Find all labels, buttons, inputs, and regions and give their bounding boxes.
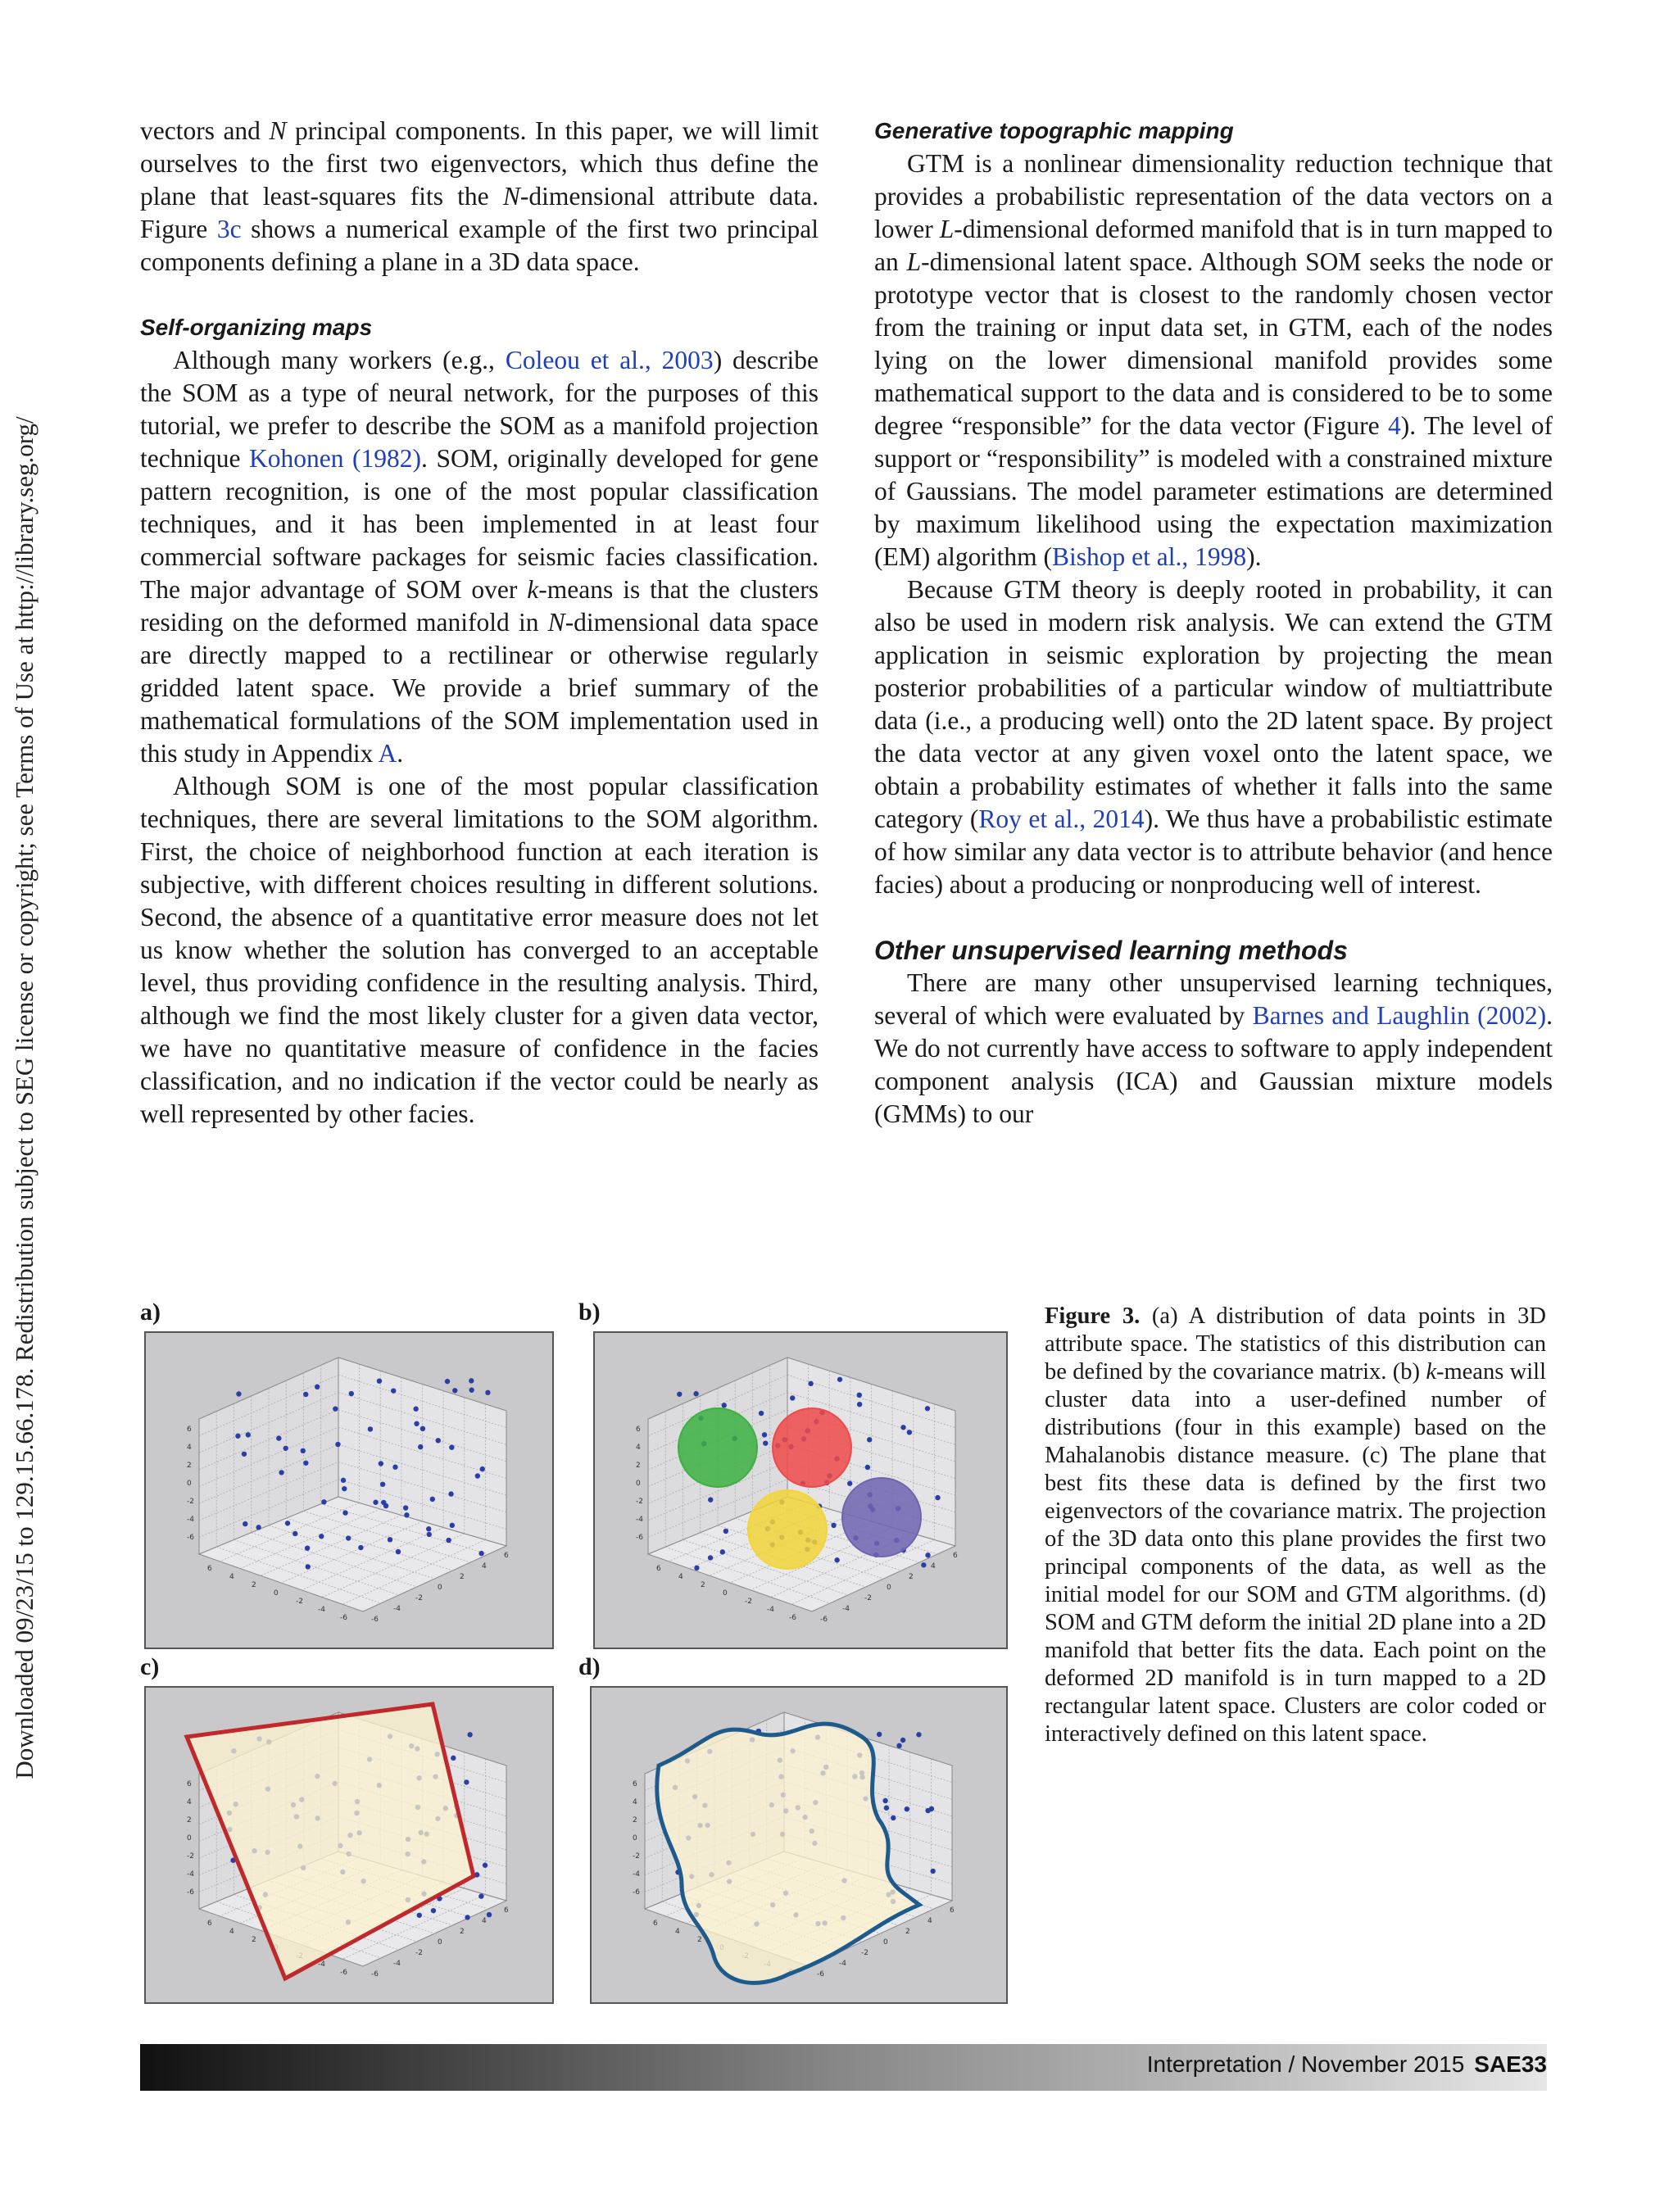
data-point xyxy=(279,1470,283,1475)
data-point xyxy=(708,1555,713,1560)
tick-label-vertical: 6 xyxy=(633,1780,637,1788)
tick-label-vertical: -4 xyxy=(187,1870,194,1879)
data-point xyxy=(346,1535,351,1540)
best-fit-plane xyxy=(187,1704,474,1979)
data-point xyxy=(469,1378,474,1383)
data-point xyxy=(430,1497,435,1502)
data-point xyxy=(335,1442,340,1447)
tick-label-x: 0 xyxy=(274,1589,279,1598)
data-point xyxy=(877,1732,882,1737)
tick-label-x: -4 xyxy=(767,1606,774,1614)
panel-label-d: d) xyxy=(578,1653,601,1680)
tick-label-y: -4 xyxy=(393,1605,401,1613)
data-point xyxy=(303,1461,308,1466)
tick-label-vertical: -2 xyxy=(636,1498,643,1506)
data-point xyxy=(305,1545,310,1550)
cluster-purple xyxy=(842,1478,921,1557)
page-number: SAE33 xyxy=(1474,2051,1547,2077)
roy-citation-link[interactable]: Roy et al., 2014 xyxy=(978,805,1145,833)
data-point xyxy=(301,1448,306,1453)
data-point xyxy=(763,1440,768,1445)
tick-label-vertical: 0 xyxy=(633,1834,637,1843)
data-point xyxy=(448,1491,453,1496)
coleou-citation-link[interactable]: Coleou et al., 2003 xyxy=(505,346,714,374)
data-point xyxy=(480,1466,485,1471)
data-point xyxy=(720,1549,725,1554)
data-point xyxy=(404,1512,409,1517)
tick-label-y: 0 xyxy=(438,1584,442,1592)
data-point xyxy=(341,1478,346,1483)
data-point xyxy=(451,1756,456,1761)
data-point xyxy=(379,1461,383,1466)
paragraph-pca-continued: vectors and N principal components. In this paper, we will limit ourselves to the first two eigenvectors, which thus define the plane that least-squares fits the N-dimensional attribute data. Figure 3c shows a numerical example of the first two principal components defining a plane in a 3D data space. xyxy=(140,116,819,276)
data-point xyxy=(283,1446,288,1451)
data-point xyxy=(414,1421,419,1426)
tick-label-vertical: 6 xyxy=(636,1426,641,1434)
tick-label-vertical: -4 xyxy=(187,1516,194,1524)
tick-label-x: -2 xyxy=(745,1598,752,1606)
tick-label-vertical: 4 xyxy=(633,1798,637,1806)
tick-label-y: 0 xyxy=(438,1938,442,1947)
paragraph-som-limitations: Although SOM is one of the most popular classification techniques, there are several limitations to the SOM algorithm. First, the choice of neighborhood function at each iteration is subjective, with different choices resulting in different solutions. Second, the absence of a quantitative error measure does not let us know whether the solution has converged to an acceptable level, thus providing confidence in the resulting analysis. Third, although we find the most likely cluster for a given data vector, we have no quantitative measure of confidence in the facies classification, and no indication if the vector could be nearly as well represented by other facies. xyxy=(140,772,819,1128)
data-point xyxy=(276,1435,281,1440)
data-point xyxy=(677,1392,682,1397)
data-point xyxy=(243,1521,247,1526)
data-point xyxy=(694,1566,699,1571)
panel-label-a: a) xyxy=(140,1299,161,1326)
tick-label-y: -4 xyxy=(839,1960,846,1968)
tick-label-x: 4 xyxy=(678,1573,683,1581)
tick-label-y: 6 xyxy=(953,1552,958,1560)
other-methods-heading: Other unsupervised learning methods xyxy=(874,936,1348,965)
paragraph-gtm-intro: GTM is a nonlinear dimensionality reduction technique that provides a probabilistic representation of the data vectors on a lower L-dimensional deformed manifold that is in turn mapped to an L-dimensional latent space. Although SOM seeks the node or prototype vector that is closest to the randomly chosen vector from the training or input data set, in GTM, each of the nodes lying on the lower dimensional manifold provides some mathematical support to the data and is considered to be to some degree “responsible” for the data vector (Figure 4). The level of support or “responsibility” is modeled with a constrained mixture of Gaussians. The model parameter estimations are determined by maximum likelihood using the expectation maximization (EM) algorithm (Bishop et al., 1998). xyxy=(874,149,1553,571)
data-point xyxy=(450,1523,455,1528)
tick-label-x: -6 xyxy=(340,1969,347,1977)
data-point xyxy=(467,1732,472,1737)
tick-label-vertical: 6 xyxy=(187,1426,192,1434)
tick-label-vertical: -6 xyxy=(636,1534,643,1542)
data-point xyxy=(242,1452,247,1457)
data-point xyxy=(436,1438,441,1443)
data-point xyxy=(485,1390,490,1395)
left-column xyxy=(140,115,819,1131)
data-point xyxy=(413,1407,418,1412)
data-point xyxy=(762,1432,767,1437)
data-point xyxy=(293,1531,297,1536)
tick-label-vertical: 4 xyxy=(636,1444,641,1452)
data-point xyxy=(867,1437,872,1442)
tick-label-y: 2 xyxy=(909,1573,914,1581)
tick-label-x: -2 xyxy=(296,1598,303,1606)
data-point xyxy=(723,1529,728,1534)
tick-label-y: -6 xyxy=(820,1616,828,1624)
data-point xyxy=(925,1406,930,1411)
tick-label-x: 2 xyxy=(252,1581,256,1589)
tick-label-x: -6 xyxy=(789,1614,796,1622)
figure-4-link[interactable]: 4 xyxy=(1387,411,1401,440)
data-point xyxy=(847,1481,852,1486)
data-point xyxy=(834,1557,839,1562)
data-point xyxy=(857,1393,862,1398)
data-point xyxy=(808,1381,813,1386)
data-point xyxy=(907,1430,912,1435)
data-point xyxy=(882,1798,887,1803)
tick-label-vertical: -4 xyxy=(636,1516,643,1524)
data-point xyxy=(358,1545,363,1550)
tick-label-vertical: -6 xyxy=(187,1888,194,1897)
tick-label-vertical: 0 xyxy=(187,1834,192,1843)
tick-label-vertical: 2 xyxy=(636,1462,641,1470)
data-point xyxy=(446,1538,451,1543)
data-point xyxy=(380,1482,385,1487)
tick-label-y: -2 xyxy=(864,1594,872,1602)
data-point xyxy=(921,1562,926,1567)
data-point xyxy=(449,1444,454,1449)
data-point xyxy=(935,1495,940,1500)
data-point xyxy=(465,1915,469,1920)
data-point xyxy=(431,1908,436,1913)
data-point xyxy=(388,1537,392,1542)
tick-label-vertical: 2 xyxy=(633,1816,637,1824)
data-point xyxy=(916,1732,921,1737)
data-point xyxy=(319,1534,324,1539)
data-point xyxy=(930,1869,935,1874)
panel-a-scatter xyxy=(144,1331,554,1649)
data-point xyxy=(857,1402,862,1407)
panel-b-kmeans xyxy=(593,1331,1008,1649)
footer xyxy=(1147,2051,1547,2078)
tick-label-vertical: 2 xyxy=(187,1462,192,1470)
scatter-plot-d xyxy=(592,1688,1006,2002)
tick-label-vertical: -6 xyxy=(187,1534,194,1542)
tick-label-y: 4 xyxy=(927,1917,932,1925)
data-point xyxy=(383,1503,388,1508)
tick-label-vertical: 2 xyxy=(187,1816,192,1824)
bishop-citation-link[interactable]: Bishop et al., 1998 xyxy=(1051,542,1247,571)
data-point xyxy=(373,1500,378,1505)
data-point xyxy=(427,1532,432,1537)
data-point xyxy=(396,1549,401,1554)
data-point xyxy=(403,1505,408,1510)
data-point xyxy=(831,1523,836,1528)
tick-label-x: 4 xyxy=(229,1573,234,1581)
data-point xyxy=(891,1815,896,1820)
paragraph-som-intro: Although many workers (e.g., Coleou et al., 2003) describe the SOM as a type of neural network, for the purposes of this tutorial, we prefer to describe the SOM as a manifold projection technique Kohonen (1982). SOM, originally developed for gene pattern recognition, is one of the most popular classification techniques, and it has been implemented in at least four commercial software packages for seismic facies classification. The major advantage of SOM over k-means is that the clusters residing on the deformed manifold in N-dimensional data space are directly mapped to a rectilinear or otherwise regularly gridded latent space. We provide a brief summary of the mathematical formulations of the SOM implementation used in this study in Appendix A. xyxy=(140,346,819,768)
data-point xyxy=(333,1406,338,1411)
data-point xyxy=(349,1391,354,1396)
barnes-citation-link[interactable]: Barnes and Laughlin (2002) xyxy=(1252,1001,1547,1030)
data-point xyxy=(420,1426,425,1431)
data-point xyxy=(377,1378,382,1383)
data-point xyxy=(285,1521,290,1525)
tick-label-x: 2 xyxy=(697,1936,702,1944)
tick-label-y: -2 xyxy=(415,1594,423,1602)
download-notice-text: Downloaded 09/23/15 to 129.15.66.178. Redistribution subject to SEG license or copyright; see Terms of Use at http://library.seg.org/ xyxy=(10,416,39,1779)
data-point xyxy=(315,1385,320,1389)
tick-label-y: 4 xyxy=(482,1917,487,1925)
tick-label-x: 4 xyxy=(675,1928,680,1936)
data-point xyxy=(693,1391,698,1396)
tick-label-vertical: 0 xyxy=(187,1480,192,1488)
data-point xyxy=(900,1738,905,1743)
gtm-heading: Generative topographic mapping xyxy=(874,118,1234,143)
tick-label-y: -4 xyxy=(842,1605,850,1613)
data-point xyxy=(342,1486,347,1491)
data-point xyxy=(483,1863,488,1868)
panel-c-plane xyxy=(144,1686,554,2004)
kohonen-citation-link[interactable]: Kohonen (1982) xyxy=(249,444,422,473)
data-point xyxy=(896,1743,901,1748)
panel-d-manifold xyxy=(590,1686,1008,2004)
tick-label-vertical: 6 xyxy=(187,1780,192,1788)
data-point xyxy=(246,1432,251,1437)
data-point xyxy=(708,1497,713,1502)
data-point xyxy=(478,1893,483,1898)
tick-label-x: -4 xyxy=(318,1960,325,1969)
tick-label-y: 6 xyxy=(950,1906,955,1915)
tick-label-y: 0 xyxy=(883,1938,888,1947)
tick-label-x: -6 xyxy=(340,1614,347,1622)
scatter-plot-b xyxy=(595,1333,1006,1648)
paragraph-other-methods: There are many other unsupervised learning techniques, several of which were evaluated by Barnes and Laughlin (2002). We do not currently have access to software to apply independent component analysis (ICA) and Gaussian mixture models (GMMs) to our xyxy=(874,968,1553,1128)
tick-label-y: 2 xyxy=(905,1928,910,1936)
tick-label-vertical: 4 xyxy=(187,1444,192,1452)
data-point xyxy=(342,1510,347,1515)
cluster-red xyxy=(773,1408,851,1487)
data-point xyxy=(392,1465,397,1470)
tick-label-y: 2 xyxy=(460,1928,465,1936)
tick-label-x: 2 xyxy=(701,1581,705,1589)
data-point xyxy=(925,1552,930,1557)
data-point xyxy=(865,1465,870,1470)
journal-name: Interpretation / November 2015 xyxy=(1146,2051,1465,2077)
tick-label-x: 4 xyxy=(229,1928,234,1936)
data-point xyxy=(884,1806,889,1811)
tick-label-vertical: 0 xyxy=(636,1480,641,1488)
tick-label-y: 6 xyxy=(504,1906,509,1915)
tick-label-y: -2 xyxy=(861,1949,868,1957)
tick-label-x: 6 xyxy=(207,1920,212,1928)
data-point xyxy=(417,1913,422,1918)
data-point xyxy=(475,1473,480,1478)
data-point xyxy=(790,1395,795,1400)
tick-label-y: 6 xyxy=(504,1552,509,1560)
scatter-plot-a xyxy=(146,1333,552,1648)
data-point xyxy=(418,1444,423,1449)
data-point xyxy=(426,1526,431,1531)
tick-label-vertical: -4 xyxy=(633,1870,640,1879)
data-point xyxy=(837,1377,842,1382)
tick-label-y: -6 xyxy=(371,1970,379,1979)
appendix-a-link[interactable]: A xyxy=(378,739,397,768)
data-point xyxy=(759,1411,764,1416)
data-point xyxy=(321,1499,326,1504)
data-point xyxy=(235,1434,240,1439)
panel-label-b: b) xyxy=(578,1299,601,1326)
tick-label-vertical: -2 xyxy=(187,1852,194,1861)
caption-label: Figure 3. xyxy=(1045,1303,1141,1329)
tick-label-y: 0 xyxy=(887,1584,891,1592)
data-point xyxy=(445,1379,450,1384)
tick-label-vertical: -6 xyxy=(633,1888,640,1897)
tick-label-x: 6 xyxy=(207,1565,212,1573)
data-point xyxy=(722,1403,727,1407)
panel-label-c: c) xyxy=(140,1653,160,1680)
tick-label-y: 4 xyxy=(931,1562,936,1571)
data-point xyxy=(256,1525,261,1530)
data-point xyxy=(368,1426,373,1431)
tick-label-y: 4 xyxy=(482,1562,487,1571)
tick-label-y: -6 xyxy=(817,1970,824,1979)
data-point xyxy=(303,1392,308,1397)
tick-label-x: 6 xyxy=(653,1920,658,1928)
tick-label-x: 6 xyxy=(656,1565,661,1573)
tick-label-x: 0 xyxy=(723,1589,728,1598)
data-point xyxy=(236,1391,241,1396)
data-point xyxy=(469,1388,474,1393)
figure-3c-link[interactable]: 3c xyxy=(216,215,242,243)
data-point xyxy=(306,1564,311,1569)
data-point xyxy=(900,1425,905,1430)
data-point xyxy=(929,1806,934,1811)
tick-label-x: -4 xyxy=(318,1606,325,1614)
tick-label-y: -4 xyxy=(393,1960,401,1968)
tick-label-vertical: -2 xyxy=(633,1852,640,1861)
data-point xyxy=(478,1551,483,1556)
tick-label-y: -2 xyxy=(415,1949,423,1957)
som-heading: Self-organizing maps xyxy=(140,315,373,340)
figure-3-caption: Figure 3. (a) A distribution of data points in 3D attribute space. The statistics of this distribution can be defined by the covariance matrix. (b) k-means will cluster data into a user-defined number of distributions (four in this example) based on the Mahalanobis distance measure. (c) The plane that best fits these data is defined by the first two eigenvectors of the covariance matrix. The projection of the 3D data onto this plane provides the first two principal components of the data, as well as the initial model for our SOM and GTM algorithms. (d) SOM and GTM deform the initial 2D plane into a 2D manifold that better fits the data. Each point on the deformed 2D manifold is in turn mapped to a 2D rectangular latent space. Clusters are color coded or interactively defined on this latent space. xyxy=(1045,1303,1546,1747)
tick-label-y: 2 xyxy=(460,1573,465,1581)
data-point xyxy=(905,1806,909,1811)
right-column xyxy=(874,115,1553,1131)
tick-label-vertical: -2 xyxy=(187,1498,194,1506)
download-notice-sidebar xyxy=(0,0,49,2212)
paragraph-gtm-risk: Because GTM theory is deeply rooted in probability, it can also be used in modern risk analysis. We can extend the GTM application in seismic exploration by projecting the mean posterior probabilities of a particular window of multiattribute data (i.e., a producing well) onto the 2D latent space. By project the data vector at any given voxel onto the latent space, we obtain a probability estimates of whether it falls into the same category (Roy et al., 2014). We thus have a probabilistic estimate of how similar any data vector is to attribute behavior (and hence facies) about a producing or nonproducing well of interest. xyxy=(874,575,1553,899)
data-point xyxy=(452,1388,457,1393)
cluster-green xyxy=(678,1408,757,1487)
tick-label-x: 2 xyxy=(252,1936,256,1944)
tick-label-vertical: 4 xyxy=(187,1798,192,1806)
cluster-yellow xyxy=(748,1490,827,1569)
tick-label-y: -6 xyxy=(371,1616,379,1624)
data-point xyxy=(391,1388,396,1393)
scatter-plot-c xyxy=(146,1688,552,2002)
data-point xyxy=(487,1912,492,1917)
data-point xyxy=(464,1779,469,1784)
